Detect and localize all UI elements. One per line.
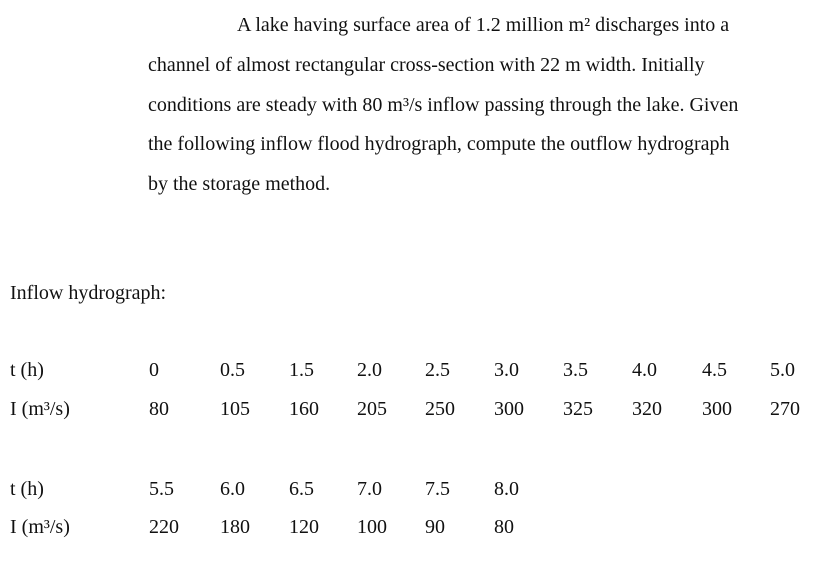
time-cell: 2.0 [357,359,382,381]
time-cell: 4.0 [632,359,657,381]
inflow-time-row-1 [0,358,837,386]
discharge-cell: 320 [632,398,662,420]
discharge-cell: 90 [425,516,445,538]
problem-line-5: by the storage method. [148,173,331,195]
discharge-cell: 300 [494,398,524,420]
time-row-label: t (h) [10,359,44,381]
time-cell: 5.0 [770,359,795,381]
discharge-cell: 205 [357,398,387,420]
problem-line-1: A lake having surface area of 1.2 million m² discharges into a [237,14,730,36]
time-cell: 3.0 [494,359,519,381]
time-cell: 3.5 [563,359,588,381]
discharge-cell: 105 [220,398,250,420]
time-cell: 4.5 [702,359,727,381]
discharge-cell: 80 [149,398,169,420]
time-cell: 0.5 [220,359,245,381]
discharge-cell: 220 [149,516,179,538]
problem-line-2: channel of almost rectangular cross-section with 22 m width. Initially [148,54,705,76]
discharge-cell: 270 [770,398,800,420]
discharge-cell: 180 [220,516,250,538]
problem-line-3: conditions are steady with 80 m³/s inflow passing through the lake. Given [148,94,739,116]
time-cell: 6.0 [220,478,245,500]
time-cell: 2.5 [425,359,450,381]
discharge-cell: 100 [357,516,387,538]
time-cell: 0 [149,359,159,381]
discharge-cell: 120 [289,516,319,538]
discharge-cell: 300 [702,398,732,420]
discharge-cell: 250 [425,398,455,420]
time-cell: 1.5 [289,359,314,381]
time-cell: 5.5 [149,478,174,500]
discharge-row-label: I (m³/s) [10,398,70,420]
time-cell: 7.5 [425,478,450,500]
time-cell: 6.5 [289,478,314,500]
inflow-discharge-row-1 [0,397,837,425]
discharge-cell: 80 [494,516,514,538]
time-cell: 8.0 [494,478,519,500]
problem-statement [0,0,837,210]
discharge-cell: 160 [289,398,319,420]
time-row-label: t (h) [10,478,44,500]
discharge-row-label: I (m³/s) [10,516,70,538]
inflow-discharge-row-2 [0,515,837,543]
inflow-time-row-2 [0,477,837,505]
problem-line-4: the following inflow flood hydrograph, compute the outflow hydrograph [148,133,730,155]
inflow-heading: Inflow hydrograph: [10,282,167,304]
time-cell: 7.0 [357,478,382,500]
discharge-cell: 325 [563,398,593,420]
